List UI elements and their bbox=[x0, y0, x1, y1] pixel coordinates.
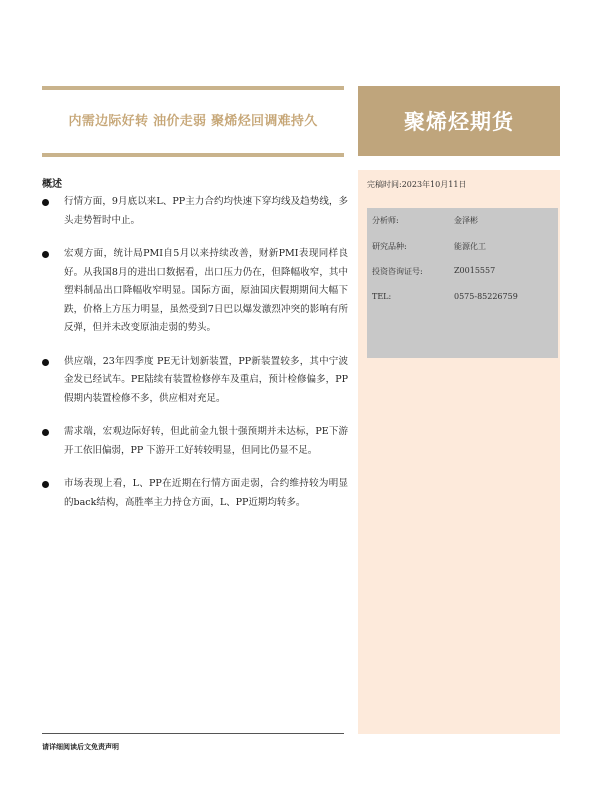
top-rule bbox=[42, 86, 344, 90]
list-item-text: 行情方面，9月底以来L、PP主力合约均快速下穿均线及趋势线，多头走势暂时中止。 bbox=[64, 196, 348, 226]
report-headline: 内需边际好转 油价走弱 聚烯烃回调难持久 bbox=[68, 114, 318, 129]
summary-list bbox=[42, 193, 348, 512]
list-item bbox=[42, 193, 348, 230]
bullet-dot-icon bbox=[42, 429, 49, 436]
info-value: 0575-85226759 bbox=[454, 292, 518, 301]
bullet-dot-icon bbox=[42, 251, 49, 258]
bullet-dot-icon bbox=[42, 359, 49, 366]
report-title: 聚烯烃期货 bbox=[404, 110, 514, 134]
footer-divider bbox=[42, 733, 344, 734]
list-item-text: 宏观方面，统计局PMI自5月以来持续改善，财新PMI表现同样良好。从我国8月的进出口数据看，出口压力仍在，但降幅收窄，其中塑料制品出口降幅收窄明显。国际方面，原油国庆假期期间大幅下跌，价格上方压力明显，虽然受到7日巴以爆发激烈冲突的影响有所反弹，但并未改变原油走弱的势头。 bbox=[64, 248, 348, 333]
completion-date: 完稿时间:2023年10月11日 bbox=[367, 180, 467, 189]
list-item bbox=[42, 475, 348, 512]
info-label: 分析师: bbox=[372, 216, 399, 225]
list-item bbox=[42, 353, 348, 409]
info-value: 能源化工 bbox=[454, 242, 486, 251]
info-label: 投资咨询证号: bbox=[372, 267, 423, 276]
analyst-info-box bbox=[367, 208, 558, 358]
list-item-text: 需求端，宏观边际好转，但此前金九银十强预期并未达标，PE下游开工依旧偏弱，PP 下游开工好转较明显，但同比仍显不足。 bbox=[64, 426, 348, 456]
bullet-dot-icon bbox=[42, 481, 49, 488]
list-item bbox=[42, 245, 348, 338]
list-item bbox=[42, 423, 348, 460]
list-item-text: 市场表现上看，L、PP在近期在行情方面走弱，合约维持较为明显的back结构，高胜率主力持仓方面，L、PP近期均转多。 bbox=[64, 478, 348, 508]
info-value: 金泽彬 bbox=[454, 216, 478, 225]
section-heading-overview: 概述 bbox=[42, 179, 62, 190]
bullet-dot-icon bbox=[42, 199, 49, 206]
disclaimer-note: 请详细阅读后文免责声明 bbox=[42, 743, 119, 751]
info-row-analyst bbox=[372, 215, 478, 226]
info-row-license bbox=[372, 266, 496, 277]
info-row-tel bbox=[372, 292, 518, 301]
info-label: TEL: bbox=[372, 292, 392, 301]
info-value: Z0015557 bbox=[454, 266, 496, 275]
info-row-category bbox=[372, 241, 486, 252]
bottom-rule bbox=[42, 153, 344, 157]
title-banner bbox=[358, 86, 560, 156]
list-item-text: 供应端，23年四季度 PE无计划新装置，PP新装置较多，其中宁波金发已经试车。PE陆续有装置检修停车及重启，预计检修偏多，PP假期内装置检修不多，供应相对充足。 bbox=[64, 355, 348, 404]
info-label: 研究品种: bbox=[372, 242, 407, 251]
